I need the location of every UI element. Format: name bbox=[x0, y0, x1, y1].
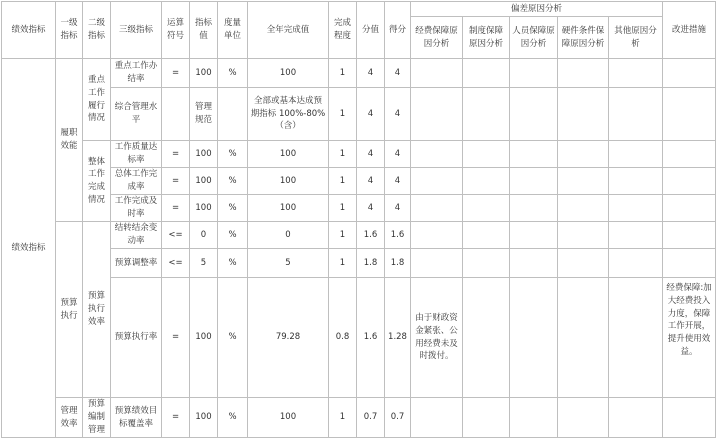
table-row bbox=[2, 398, 716, 438]
weight-cell: 0.7 bbox=[357, 398, 385, 438]
dev-personnel-cell bbox=[510, 195, 558, 222]
improvement-cell bbox=[663, 168, 716, 195]
header-level1: 一级指标 bbox=[56, 2, 83, 59]
dev-funding-cell bbox=[411, 59, 463, 88]
improvement-cell bbox=[663, 222, 716, 249]
level2-key-work: 重点工作履行情况 bbox=[83, 59, 111, 141]
header-dev-hardware: 硬件条件保障原因分析 bbox=[558, 17, 609, 59]
score-cell: 4 bbox=[385, 168, 411, 195]
unit-cell: % bbox=[218, 168, 248, 195]
operator-cell: = bbox=[162, 398, 190, 438]
dev-funding-cell bbox=[411, 195, 463, 222]
dev-personnel-cell bbox=[510, 249, 558, 278]
table-row bbox=[2, 59, 716, 88]
dev-other-cell bbox=[609, 141, 663, 168]
level3-cell: 结转结余变动率 bbox=[111, 222, 162, 249]
actual-cell: 全部或基本达成预期指标 100%-80%（含） bbox=[248, 88, 329, 141]
operator-cell: = bbox=[162, 141, 190, 168]
table-row bbox=[2, 141, 716, 168]
unit-cell: % bbox=[218, 249, 248, 278]
level3-cell: 综合管理水平 bbox=[111, 88, 162, 141]
unit-cell: % bbox=[218, 195, 248, 222]
operator-cell: = bbox=[162, 59, 190, 88]
header-target-value: 指标值 bbox=[190, 2, 218, 59]
dev-system-cell bbox=[463, 168, 510, 195]
weight-cell: 4 bbox=[357, 141, 385, 168]
dev-other-cell bbox=[609, 222, 663, 249]
dev-funding-cell bbox=[411, 141, 463, 168]
dev-system-cell bbox=[463, 222, 510, 249]
dev-hardware-cell bbox=[558, 168, 609, 195]
dev-hardware-cell bbox=[558, 141, 609, 168]
score-cell: 1.6 bbox=[385, 222, 411, 249]
target-cell: 100 bbox=[190, 59, 218, 88]
degree-cell: 1 bbox=[329, 168, 357, 195]
target-cell: 0 bbox=[190, 222, 218, 249]
actual-cell: 100 bbox=[248, 59, 329, 88]
level3-cell: 工作完成及时率 bbox=[111, 195, 162, 222]
actual-cell: 100 bbox=[248, 398, 329, 438]
table-row bbox=[2, 222, 716, 249]
unit-cell: % bbox=[218, 222, 248, 249]
operator-cell: = bbox=[162, 278, 190, 398]
degree-cell: 0.8 bbox=[329, 278, 357, 398]
dev-other-cell bbox=[609, 278, 663, 398]
dev-hardware-cell bbox=[558, 278, 609, 398]
dev-other-cell bbox=[609, 249, 663, 278]
dev-system-cell bbox=[463, 195, 510, 222]
dev-other-cell bbox=[609, 168, 663, 195]
header-completion-degree: 完成程度 bbox=[329, 2, 357, 59]
unit-cell bbox=[218, 88, 248, 141]
level3-cell: 预算绩效目标覆盖率 bbox=[111, 398, 162, 438]
dev-hardware-cell bbox=[558, 195, 609, 222]
header-level2: 二级指标 bbox=[83, 2, 111, 59]
table-container bbox=[1, 1, 716, 438]
dev-personnel-cell bbox=[510, 278, 558, 398]
operator-cell bbox=[162, 88, 190, 141]
header-dev-personnel: 人员保障原因分析 bbox=[510, 17, 558, 59]
weight-cell: 1.6 bbox=[357, 278, 385, 398]
dev-other-cell bbox=[609, 59, 663, 88]
dev-system-cell bbox=[463, 59, 510, 88]
target-cell: 100 bbox=[190, 168, 218, 195]
dev-hardware-cell bbox=[558, 398, 609, 438]
dev-personnel-cell bbox=[510, 398, 558, 438]
level3-cell: 预算执行率 bbox=[111, 278, 162, 398]
improvement-cell bbox=[663, 59, 716, 88]
level1-budget-execution: 预算执行 bbox=[56, 222, 83, 398]
score-cell: 4 bbox=[385, 195, 411, 222]
dev-funding-cell bbox=[411, 398, 463, 438]
dev-system-cell bbox=[463, 88, 510, 141]
top-level-indicator: 绩效指标 bbox=[2, 59, 56, 438]
actual-cell: 0 bbox=[248, 222, 329, 249]
degree-cell: 1 bbox=[329, 398, 357, 438]
level1-management-efficiency: 管理效率 bbox=[56, 398, 83, 438]
improvement-cell bbox=[663, 88, 716, 141]
dev-other-cell bbox=[609, 195, 663, 222]
improvement-cell bbox=[663, 249, 716, 278]
header-unit: 度量单位 bbox=[218, 2, 248, 59]
level2-overall-work: 整体工作完成情况 bbox=[83, 141, 111, 222]
dev-personnel-cell bbox=[510, 168, 558, 195]
score-cell: 4 bbox=[385, 88, 411, 141]
actual-cell: 79.28 bbox=[248, 278, 329, 398]
actual-cell: 100 bbox=[248, 195, 329, 222]
degree-cell: 1 bbox=[329, 249, 357, 278]
degree-cell: 1 bbox=[329, 88, 357, 141]
dev-other-cell bbox=[609, 88, 663, 141]
level3-cell: 预算调整率 bbox=[111, 249, 162, 278]
dev-hardware-cell bbox=[558, 222, 609, 249]
operator-cell: = bbox=[162, 195, 190, 222]
level2-budget-preparation: 预算编制管理 bbox=[83, 398, 111, 438]
improvement-cell bbox=[663, 195, 716, 222]
header-score: 得分 bbox=[385, 2, 411, 59]
unit-cell: % bbox=[218, 141, 248, 168]
dev-hardware-cell bbox=[558, 88, 609, 141]
operator-cell: <= bbox=[162, 222, 190, 249]
level3-cell: 重点工作办结率 bbox=[111, 59, 162, 88]
degree-cell: 1 bbox=[329, 195, 357, 222]
dev-hardware-cell bbox=[558, 249, 609, 278]
degree-cell: 1 bbox=[329, 141, 357, 168]
score-cell: 0.7 bbox=[385, 398, 411, 438]
header-level3: 三级指标 bbox=[111, 2, 162, 59]
actual-cell: 100 bbox=[248, 141, 329, 168]
header-dev-funding: 经费保障原因分析 bbox=[411, 17, 463, 59]
dev-system-cell bbox=[463, 141, 510, 168]
dev-system-cell bbox=[463, 278, 510, 398]
target-cell: 管理规范 bbox=[190, 88, 218, 141]
target-cell: 100 bbox=[190, 398, 218, 438]
header-operator: 运算符号 bbox=[162, 2, 190, 59]
level1-performance: 履职效能 bbox=[56, 59, 83, 222]
actual-cell: 5 bbox=[248, 249, 329, 278]
dev-system-cell bbox=[463, 249, 510, 278]
level3-cell: 工作质量达标率 bbox=[111, 141, 162, 168]
dev-hardware-cell bbox=[558, 59, 609, 88]
weight-cell: 4 bbox=[357, 59, 385, 88]
degree-cell: 1 bbox=[329, 222, 357, 249]
weight-cell: 1.8 bbox=[357, 249, 385, 278]
header-deviation-analysis: 偏差原因分析 bbox=[411, 2, 663, 17]
improvement-cell bbox=[663, 141, 716, 168]
dev-system-cell bbox=[463, 398, 510, 438]
dev-funding-cell: 由于财政资金紧张、公用经费未及时拨付。 bbox=[411, 278, 463, 398]
score-cell: 4 bbox=[385, 141, 411, 168]
target-cell: 100 bbox=[190, 278, 218, 398]
weight-cell: 1.6 bbox=[357, 222, 385, 249]
unit-cell: % bbox=[218, 398, 248, 438]
actual-cell: 100 bbox=[248, 168, 329, 195]
header-annual-actual: 全年完成值 bbox=[248, 2, 329, 59]
header-row-1 bbox=[2, 2, 716, 17]
header-improvement: 改进措施 bbox=[663, 2, 716, 59]
weight-cell: 4 bbox=[357, 168, 385, 195]
score-cell: 1.28 bbox=[385, 278, 411, 398]
weight-cell: 4 bbox=[357, 195, 385, 222]
unit-cell: % bbox=[218, 59, 248, 88]
degree-cell: 1 bbox=[329, 59, 357, 88]
level3-cell: 总体工作完成率 bbox=[111, 168, 162, 195]
dev-funding-cell bbox=[411, 222, 463, 249]
dev-other-cell bbox=[609, 398, 663, 438]
header-dev-system: 制度保障原因分析 bbox=[463, 17, 510, 59]
operator-cell: <= bbox=[162, 249, 190, 278]
dev-funding-cell bbox=[411, 249, 463, 278]
target-cell: 100 bbox=[190, 195, 218, 222]
performance-table bbox=[1, 1, 716, 438]
target-cell: 100 bbox=[190, 141, 218, 168]
dev-personnel-cell bbox=[510, 222, 558, 249]
unit-cell: % bbox=[218, 278, 248, 398]
improvement-cell bbox=[663, 398, 716, 438]
score-cell: 1.8 bbox=[385, 249, 411, 278]
dev-personnel-cell bbox=[510, 88, 558, 141]
dev-funding-cell bbox=[411, 88, 463, 141]
level2-budget-efficiency: 预算执行效率 bbox=[83, 222, 111, 398]
header-weight: 分值 bbox=[357, 2, 385, 59]
improvement-cell: 经费保障:加大经费投入力度，保障工作开展，提升使用效益。 bbox=[663, 278, 716, 398]
score-cell: 4 bbox=[385, 59, 411, 88]
target-cell: 5 bbox=[190, 249, 218, 278]
weight-cell: 4 bbox=[357, 88, 385, 141]
dev-funding-cell bbox=[411, 168, 463, 195]
header-performance-indicator: 绩效指标 bbox=[2, 2, 56, 59]
operator-cell: = bbox=[162, 168, 190, 195]
header-dev-other: 其他原因分析 bbox=[609, 17, 663, 59]
dev-personnel-cell bbox=[510, 141, 558, 168]
dev-personnel-cell bbox=[510, 59, 558, 88]
